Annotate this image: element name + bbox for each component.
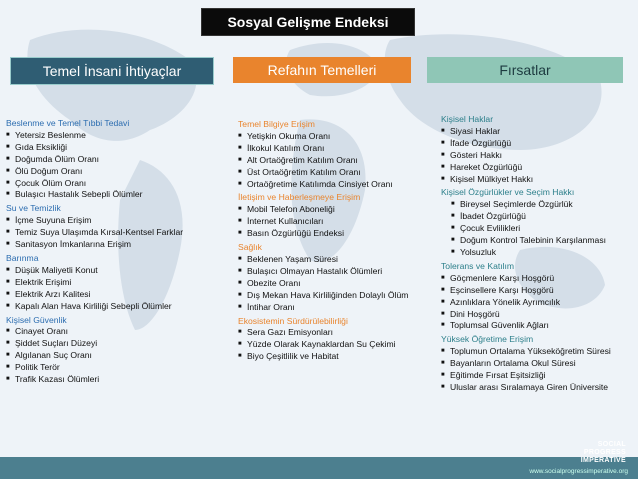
indicator-item: ■ Yüzde Olarak Kaynaklardan Su Çekimi xyxy=(238,339,433,351)
section-title: Kişisel Güvenlik xyxy=(6,314,67,325)
indicator-item: ■ Biyo Çeşitlilik ve Habitat xyxy=(238,351,433,363)
indicator-item: ■ Toplumsal Güvenlik Ağları xyxy=(441,320,631,332)
section-title: İletişim ve Haberleşmeye Erişim xyxy=(238,192,361,203)
indicator-item: ■ Mobil Telefon Aboneliği xyxy=(238,204,433,216)
indicator-list xyxy=(6,215,226,251)
indicator-item: ■ Cinayet Oranı xyxy=(6,326,226,338)
indicator-item: ■ Uluslar arası Sıralamaya Giren Üniversite xyxy=(441,382,631,394)
indicator-item: ■ Göçmenlere Karşı Hoşgörü xyxy=(441,273,631,285)
indicator-item: ■ İbadet Özgürlüğü xyxy=(451,211,631,223)
indicator-item: ■ Yolsuzluk xyxy=(451,247,631,259)
indicator-item: ■ Kapalı Alan Hava Kirliliği Sebepli Ölümler xyxy=(6,301,226,313)
indicator-item: ■ Toplumun Ortalama Yükseköğretim Süresi xyxy=(441,346,631,358)
indicator-item: ■ Bireysel Seçimlerde Özgürlük xyxy=(451,199,631,211)
indicator-item: ■ Obezite Oranı xyxy=(238,278,433,290)
indicator-item: ■ Bulaşıcı Hastalık Sebepli Ölümler xyxy=(6,189,226,201)
logo-line-3: IMPERATIVE xyxy=(580,457,626,464)
website-url: www.socialprogressimperative.org xyxy=(529,468,628,475)
indicator-item: ■ Doğum Kontrol Talebinin Karşılanması xyxy=(451,235,631,247)
header-basic-human-needs: Temel İnsani İhtiyaçlar xyxy=(10,57,214,85)
indicator-item: ■ Siyasi Haklar xyxy=(441,126,631,138)
indicator-item: ■ İntihar Oranı xyxy=(238,302,433,314)
indicator-list xyxy=(441,199,631,259)
indicator-item: ■ Politik Terör xyxy=(6,362,226,374)
section-title: Barınma xyxy=(6,252,39,263)
social-progress-logo xyxy=(581,441,626,465)
indicator-item: ■ Dini Hoşgörü xyxy=(441,309,631,321)
indicator-item: ■ Üst Ortaöğretim Katılım Oranı xyxy=(238,167,433,179)
logo-line-1: SOCIAL xyxy=(597,441,626,448)
column-opportunity xyxy=(441,112,631,394)
indicator-item: ■ İçme Suyuna Erişim xyxy=(6,215,226,227)
indicator-item: ■ Temiz Suya Ulaşımda Kırsal-Kentsel Farklar xyxy=(6,227,226,239)
indicator-item: ■ Kişisel Mülkiyet Hakkı xyxy=(441,174,631,186)
indicator-item: ■ Trafik Kazası Ölümleri xyxy=(6,374,226,386)
indicator-item: ■ Gösteri Hakkı xyxy=(441,150,631,162)
section-title: Ekosistemin Sürdürülebilirliği xyxy=(238,315,348,326)
indicator-item: ■ Eğitimde Fırsat Eşitsizliği xyxy=(441,370,631,382)
indicator-list xyxy=(441,126,631,186)
section-title: Tolerans ve Katılım xyxy=(441,260,515,271)
indicator-item: ■ Ölü Doğum Oranı xyxy=(6,166,226,178)
section-title: Kişisel Özgürlükler ve Seçim Hakkı xyxy=(441,187,575,198)
indicator-item: ■ Çocuk Ölüm Oranı xyxy=(6,178,226,190)
indicator-item: ■ Dış Mekan Hava Kirliliğinden Dolaylı Ölüm xyxy=(238,290,433,302)
section-title: Su ve Temizlik xyxy=(6,203,61,214)
indicator-list xyxy=(238,204,433,240)
indicator-list xyxy=(441,273,631,333)
indicator-item: ■ Hareket Özgürlüğü xyxy=(441,162,631,174)
indicator-item: ■ Çocuk Evlilikleri xyxy=(451,223,631,235)
indicator-list xyxy=(6,265,226,313)
indicator-item: ■ Algılanan Suç Oranı xyxy=(6,350,226,362)
indicator-list xyxy=(238,254,433,314)
indicator-item: ■ Azınlıklara Yönelik Ayrımcılık xyxy=(441,297,631,309)
section-title: Sağlık xyxy=(238,242,262,253)
indicator-item: ■ Yetersiz Beslenme xyxy=(6,130,226,142)
indicator-item: ■ Gıda Eksikliği xyxy=(6,142,226,154)
indicator-item: ■ İlkokul Katılım Oranı xyxy=(238,143,433,155)
indicator-item: ■ Elektrik Erişimi xyxy=(6,277,226,289)
indicator-item: ■ Eşcinsellere Karşı Hoşgörü xyxy=(441,285,631,297)
indicator-item: ■ Elektrik Arzı Kalitesi xyxy=(6,289,226,301)
indicator-item: ■ Düşük Maliyetli Konut xyxy=(6,265,226,277)
column-foundations-of-wellbeing xyxy=(238,117,433,363)
section-title: Beslenme ve Temel Tıbbi Tedavi xyxy=(6,118,130,128)
indicator-item: ■ Bayanların Ortalama Okul Süresi xyxy=(441,358,631,370)
indicator-list xyxy=(238,131,433,191)
indicator-item: ■ Ortaöğretime Katılımda Cinsiyet Oranı xyxy=(238,179,433,191)
section-title: Yüksek Öğretime Erişim xyxy=(441,334,534,345)
indicator-item: ■ Basın Özgürlüğü Endeksi xyxy=(238,228,433,240)
indicator-list xyxy=(238,327,433,363)
indicator-item: ■ Sanitasyon İmkanlarına Erişim xyxy=(6,239,226,251)
header-opportunity: Fırsatlar xyxy=(427,57,623,83)
logo-line-2: PROGRESS xyxy=(583,449,626,456)
section-title: Kişisel Haklar xyxy=(441,114,494,124)
indicator-item: ■ Yetişkin Okuma Oranı xyxy=(238,131,433,143)
indicator-item: ■ Beklenen Yaşam Süresi xyxy=(238,254,433,266)
section-title: Temel Bilgiye Erişim xyxy=(238,119,315,129)
page-title: Sosyal Gelişme Endeksi xyxy=(201,8,415,36)
header-foundations-of-wellbeing: Refahın Temelleri xyxy=(233,57,411,83)
indicator-item: ■ İnternet Kullanıcıları xyxy=(238,216,433,228)
indicator-item: ■ Bulaşıcı Olmayan Hastalık Ölümleri xyxy=(238,266,433,278)
indicator-list xyxy=(6,326,226,386)
indicator-item: ■ Doğumda Ölüm Oranı xyxy=(6,154,226,166)
indicator-item: ■ İfade Özgürlüğü xyxy=(441,138,631,150)
indicator-list xyxy=(6,130,226,201)
indicator-item: ■ Şiddet Suçları Düzeyi xyxy=(6,338,226,350)
indicator-item: ■ Alt Ortaöğretim Katılım Oranı xyxy=(238,155,433,167)
indicator-list xyxy=(441,346,631,394)
column-basic-human-needs xyxy=(6,116,226,386)
indicator-item: ■ Sera Gazı Emisyonları xyxy=(238,327,433,339)
